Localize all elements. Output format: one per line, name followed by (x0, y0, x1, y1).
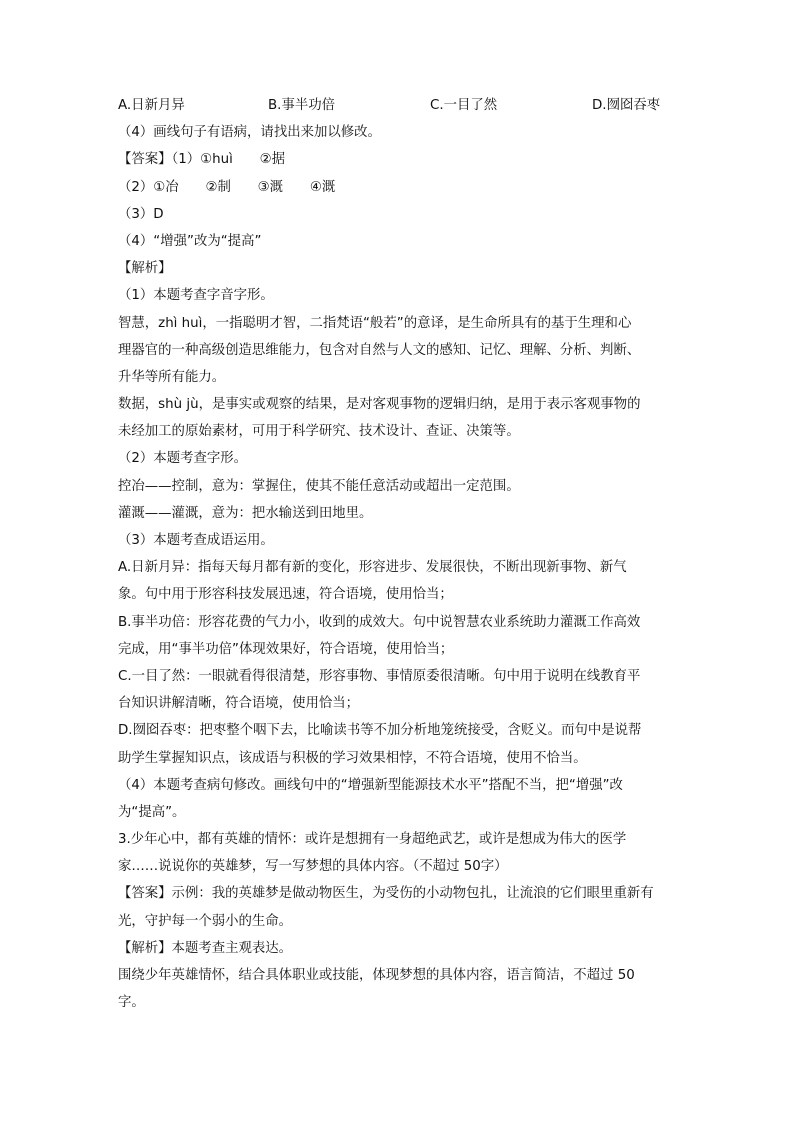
text-line: 光，守护每一个弱小的生命。 (118, 913, 293, 929)
text-line: 助学生掌握知识点，该成语与积极的学习效果相悖，不符合语境，使用不恰当。 (118, 750, 587, 766)
option-b: B.事半功倍 (268, 98, 336, 113)
text-line: 3.少年心中，都有英雄的情怀：或许是想拥有一身超绝武艺，或许是想成为伟大的医学 (118, 832, 627, 848)
text-line: 灌溉——灌溉，意为：把水输送到田地里。 (118, 505, 373, 521)
text-line: 围绕少年英雄情怀，结合具体职业或技能，体现梦想的具体内容，语言简洁，不超过 50 (118, 968, 635, 983)
text-line: （4）画线句子有语病，请找出来加以修改。 (118, 125, 381, 141)
text-line: （2）①冶 ②制 ③溉 ④溉 (118, 179, 336, 195)
text-line: （2）本题考查字形。 (118, 451, 248, 467)
answer-options-row (118, 92, 678, 119)
text-line: D.囫囵吞枣：把枣整个咽下去，比喻读书等不加分析地笼统接受，含贬义。而句中是说帮 (118, 723, 642, 739)
text-line: 【解析】本题考查主观表达。 (118, 940, 293, 956)
text-lines (118, 119, 678, 1016)
text-line: 理器官的一种高级创造思维能力，包含对自然与人文的感知、记忆、理解、分析、判断、 (118, 342, 641, 358)
text-line: 完成，用“事半功倍”体现效果好，符合语境，使用恰当； (118, 641, 454, 657)
text-line: 为“提高”。 (118, 804, 186, 820)
text-line: 【答案】示例：我的英雄梦是做动物医生，为受伤的小动物包扎，让流浪的它们眼里重新有 (118, 886, 654, 902)
text-line: 智慧，zhì huì，一指聪明才智，二指梵语“般若”的意译，是生命所具有的基于生理和心 (118, 315, 632, 331)
text-line: 控冶——控制，意为：掌握住，使其不能任意活动或超出一定范围。 (118, 478, 520, 494)
option-a: A.日新月异 (118, 98, 185, 113)
text-line: 【答案】（1）①huì ②据 (118, 152, 286, 168)
document-content (118, 92, 678, 1016)
option-d: D.囫囵吞枣 (592, 98, 661, 113)
text-line: （3）D (118, 206, 164, 222)
text-line: 【解析】 (118, 261, 172, 277)
text-line: 台知识讲解清晰，符合语境，使用恰当； (118, 696, 360, 712)
text-line: （1）本题考查字音字形。 (118, 288, 274, 304)
text-line: 未经加工的原始素材，可用于科学研究、技术设计、查证、决策等。 (118, 424, 520, 440)
text-line: A.日新月异：指每天每月都有新的变化，形容进步、发展很快，不断出现新事物、新气 (118, 560, 627, 576)
text-line: 象。句中用于形容科技发展迅速，符合语境，使用恰当； (118, 587, 453, 603)
text-line: （4）“增强”改为“提高” (118, 233, 262, 249)
text-line: 数据，shù jù，是事实或观察的结果，是对客观事物的逻辑归纳，是用于表示客观事物的 (118, 397, 641, 413)
text-line: （4）本题考查病句修改。画线句中的“增强新型能源技术水平”搭配不当，把“增强”改 (118, 777, 623, 793)
text-line: （3）本题考查成语运用。 (118, 533, 274, 548)
option-c: C.一目了然 (430, 98, 498, 113)
text-line: 升华等所有能力。 (118, 369, 226, 385)
text-line: 家……说说你的英雄梦，写一写梦想的具体内容。（不超过 50字） (118, 859, 508, 875)
text-line: C.一目了然：一眼就看得很清楚，形容事物、事情原委很清晰。句中用于说明在线教育平 (118, 668, 641, 684)
text-line: B.事半功倍：形容花费的气力小，收到的成效大。句中说智慧农业系统助力灌溉工作高效 (118, 614, 641, 630)
text-line: 字。 (118, 995, 145, 1011)
